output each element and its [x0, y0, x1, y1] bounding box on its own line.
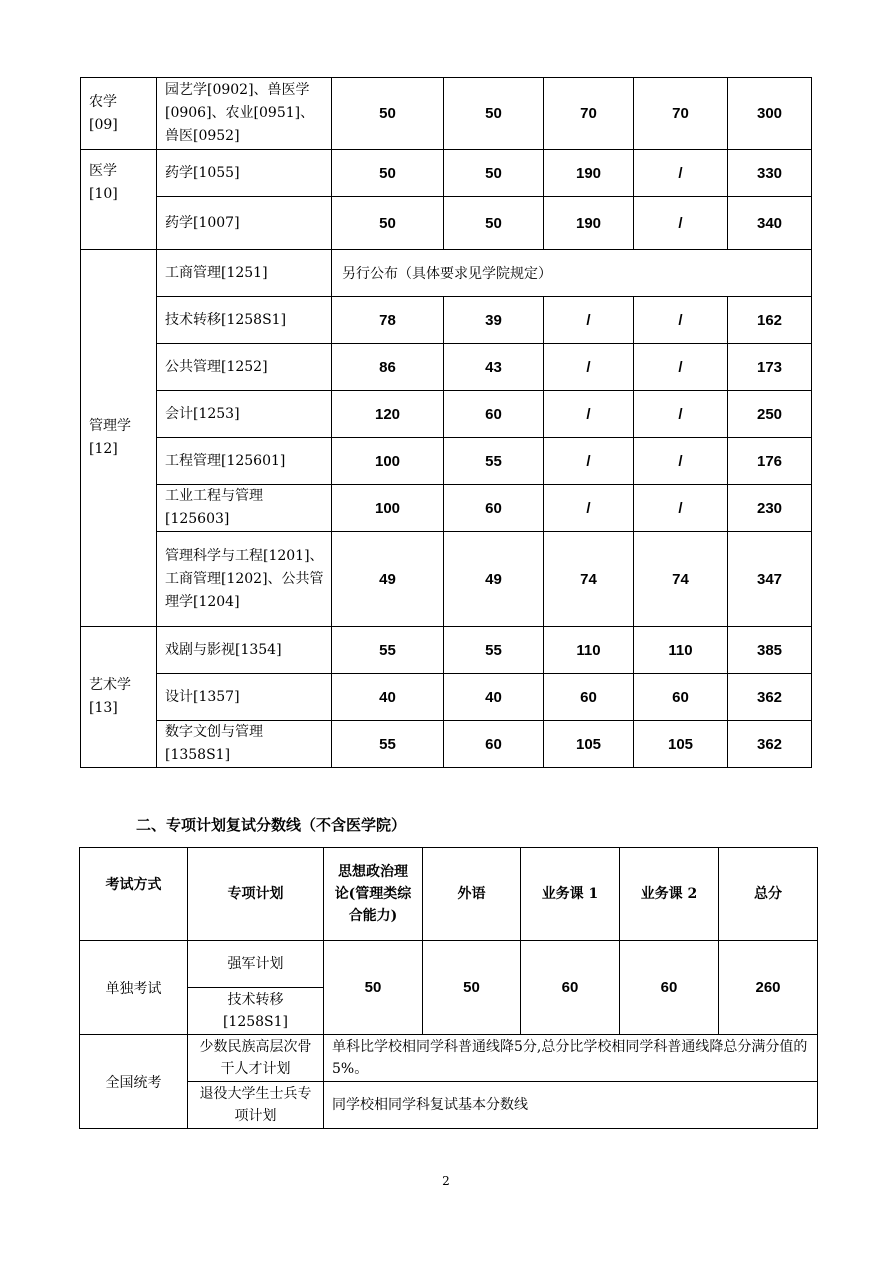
discipline-cell	[81, 627, 157, 768]
course2-score: 74	[634, 532, 728, 627]
foreign-score: 60	[444, 391, 544, 438]
major-cell: 数字文创与管理[1358S1]	[157, 721, 332, 768]
course2-score: /	[634, 297, 728, 344]
major-cell: 工商管理[1251]	[157, 250, 332, 297]
course2-score: /	[634, 391, 728, 438]
plan-note-cell: 单科比学校相同学科普通线降5分,总分比学校相同学科普通线降总分满分值的5%。	[324, 1035, 818, 1082]
major-cell: 设计[1357]	[157, 674, 332, 721]
course1-score: 190	[544, 150, 634, 197]
total-score: 173	[728, 344, 812, 391]
foreign-score: 49	[444, 532, 544, 627]
section-heading: 二、专项计划复试分数线（不含医学院）	[136, 816, 407, 834]
course2-score: 60	[620, 941, 719, 1035]
table-row	[81, 150, 812, 197]
major-cell: 技术转移[1258S1]	[157, 297, 332, 344]
exam-mode-cell: 全国统考	[80, 1035, 188, 1129]
exam-mode-cell: 单独考试	[80, 941, 188, 1035]
politics-score: 50	[332, 78, 444, 150]
foreign-score: 40	[444, 674, 544, 721]
table-row	[81, 78, 812, 150]
column-header: 业务课 2	[620, 848, 719, 941]
major-cell: 药学[1055]	[157, 150, 332, 197]
column-header: 业务课 1	[521, 848, 620, 941]
politics-score: 50	[324, 941, 423, 1035]
foreign-score: 60	[444, 485, 544, 532]
politics-score: 55	[332, 721, 444, 768]
major-cell: 工程管理[125601]	[157, 438, 332, 485]
table-row	[81, 627, 812, 674]
total-score: 385	[728, 627, 812, 674]
total-score: 250	[728, 391, 812, 438]
politics-score: 49	[332, 532, 444, 627]
foreign-score: 55	[444, 438, 544, 485]
course2-score: 70	[634, 78, 728, 150]
discipline-code: [10]	[89, 186, 118, 202]
table-row	[81, 485, 812, 532]
table-row	[80, 941, 818, 988]
major-cell: 工业工程与管理[125603]	[157, 485, 332, 532]
major-cell: 园艺学[0902]、兽医学[0906]、农业[0951]、兽医[0952]	[157, 78, 332, 150]
column-header: 考试方式	[80, 848, 188, 941]
total-score: 230	[728, 485, 812, 532]
discipline-code: [13]	[89, 700, 118, 716]
politics-score: 120	[332, 391, 444, 438]
course2-score: /	[634, 150, 728, 197]
table-row	[81, 250, 812, 297]
notice-cell: 另行公布（具体要求见学院规定）	[332, 250, 812, 297]
plan-cell: 技术转移[1258S1]	[188, 988, 324, 1035]
politics-score: 100	[332, 438, 444, 485]
discipline-code: [09]	[89, 116, 118, 133]
course1-score: /	[544, 485, 634, 532]
discipline-name: 艺术学	[89, 677, 131, 693]
politics-score: 86	[332, 344, 444, 391]
column-header: 专项计划	[188, 848, 324, 941]
foreign-score: 50	[444, 197, 544, 250]
course1-score: 60	[521, 941, 620, 1035]
total-score: 176	[728, 438, 812, 485]
total-score: 330	[728, 150, 812, 197]
course1-score: /	[544, 438, 634, 485]
table-row	[81, 721, 812, 768]
foreign-score: 60	[444, 721, 544, 768]
politics-score: 78	[332, 297, 444, 344]
discipline-cell	[81, 250, 157, 627]
table-row	[81, 297, 812, 344]
table-header-row	[80, 848, 818, 941]
plan-cell: 强军计划	[188, 941, 324, 988]
course1-score: /	[544, 391, 634, 438]
course2-score: /	[634, 344, 728, 391]
politics-score: 50	[332, 197, 444, 250]
major-cell: 药学[1007]	[157, 197, 332, 250]
table-row	[81, 438, 812, 485]
major-cell: 会计[1253]	[157, 391, 332, 438]
course2-score: 110	[634, 627, 728, 674]
total-score: 362	[728, 721, 812, 768]
course1-score: /	[544, 297, 634, 344]
discipline-code: [12]	[89, 441, 118, 457]
major-cell: 管理科学与工程[1201]、工商管理[1202]、公共管理学[1204]	[157, 532, 332, 627]
course1-score: 70	[544, 78, 634, 150]
politics-score: 40	[332, 674, 444, 721]
table-row	[81, 197, 812, 250]
course2-score: 105	[634, 721, 728, 768]
course2-score: /	[634, 485, 728, 532]
total-score: 347	[728, 532, 812, 627]
course2-score: /	[634, 438, 728, 485]
plan-note-cell: 同学校相同学科复试基本分数线	[324, 1082, 818, 1129]
major-cell: 公共管理[1252]	[157, 344, 332, 391]
table-row	[81, 391, 812, 438]
plan-cell: 退役大学生士兵专项计划	[188, 1082, 324, 1129]
course1-score: /	[544, 344, 634, 391]
course1-score: 105	[544, 721, 634, 768]
special-plan-table	[79, 847, 818, 1129]
total-score: 162	[728, 297, 812, 344]
course2-score: 60	[634, 674, 728, 721]
total-score: 260	[719, 941, 818, 1035]
course1-score: 110	[544, 627, 634, 674]
politics-score: 100	[332, 485, 444, 532]
discipline-cell	[81, 78, 157, 150]
foreign-score: 55	[444, 627, 544, 674]
foreign-score: 50	[444, 78, 544, 150]
total-score: 362	[728, 674, 812, 721]
course2-score: /	[634, 197, 728, 250]
discipline-cell	[81, 150, 157, 250]
table-row	[81, 344, 812, 391]
table-row	[80, 1082, 818, 1129]
page-number: 2	[442, 1174, 450, 1188]
score-table-continued	[80, 77, 812, 768]
table-row	[81, 674, 812, 721]
course1-score: 74	[544, 532, 634, 627]
course1-score: 190	[544, 197, 634, 250]
major-cell: 戏剧与影视[1354]	[157, 627, 332, 674]
column-header: 总分	[719, 848, 818, 941]
foreign-score: 43	[444, 344, 544, 391]
discipline-name: 医学	[89, 163, 117, 179]
column-header: 外语	[423, 848, 521, 941]
politics-score: 55	[332, 627, 444, 674]
table-row	[81, 532, 812, 627]
plan-cell: 少数民族高层次骨干人才计划	[188, 1035, 324, 1082]
foreign-score: 50	[444, 150, 544, 197]
foreign-score: 39	[444, 297, 544, 344]
discipline-name: 管理学	[89, 418, 131, 434]
total-score: 340	[728, 197, 812, 250]
course1-score: 60	[544, 674, 634, 721]
discipline-name: 农学	[89, 93, 117, 110]
politics-score: 50	[332, 150, 444, 197]
total-score: 300	[728, 78, 812, 150]
foreign-score: 50	[423, 941, 521, 1035]
table-row	[80, 1035, 818, 1082]
column-header: 思想政治理论(管理类综合能力)	[324, 848, 423, 941]
